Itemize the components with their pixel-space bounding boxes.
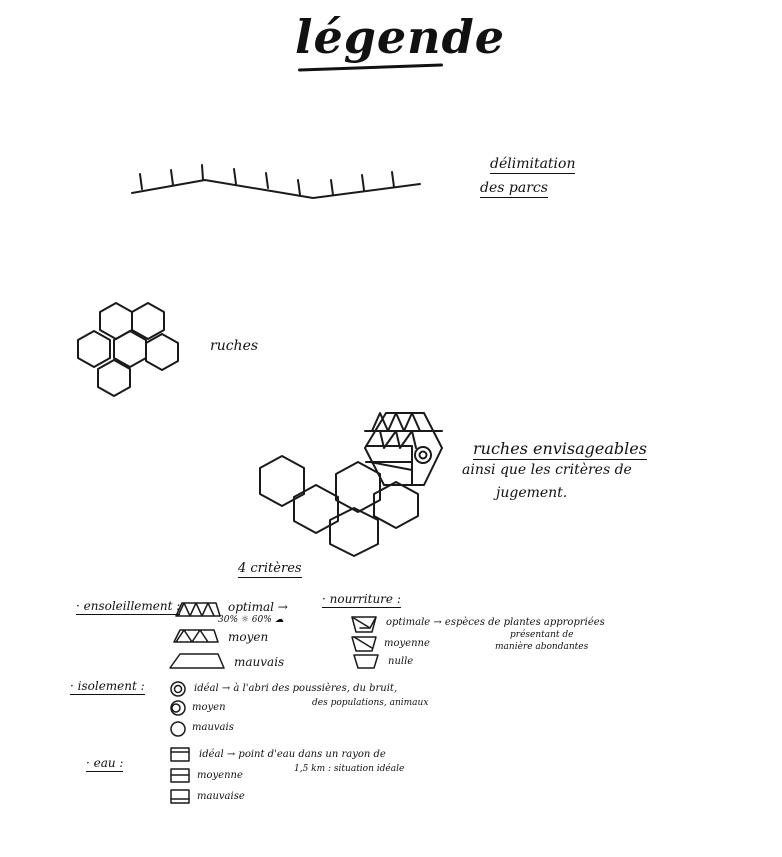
isolation-medium-label: moyen [192,702,226,713]
food-medium-label: moyenne [384,638,430,649]
sun-optimal-label: optimal → [228,600,288,614]
sun-optimal-note: 30% ☼ 60% ☁ [218,615,284,625]
isolation-ideal-icon [171,682,185,696]
isolation-bad-label: mauvais [192,722,234,733]
food-none-label: nulle [388,656,414,667]
possible-hives-line3: jugement. [496,485,568,501]
possible-hives-line2: ainsi que les critères de [462,462,632,478]
isolation-ideal-note: des populations, animaux [312,698,429,708]
food-medium-icon [352,637,376,651]
food-optimal-note-line1: présentant de [510,630,574,640]
sun-bad-icon [170,654,224,668]
sun-optimal-icon [176,603,220,616]
food-criterion-label: · nourriture : [322,592,401,606]
isolation-medium-icon [171,701,185,715]
possible-hives-symbol [260,413,442,556]
sun-criterion-label: · ensoleillement : [76,599,181,613]
isolation-criterion-label: · isolement : [70,679,145,693]
boundary-label-line2: des parcs [480,180,548,196]
possible-hives-line1: ruches envisageables [473,439,647,458]
food-none-icon [354,655,378,668]
hives-label: ruches [210,338,259,354]
water-medium-icon [171,769,189,782]
water-bad-icon [171,790,189,803]
legend-title: légende [295,10,506,64]
isolation-ideal-label: idéal → à l'abri des poussières, du bruit, [194,683,398,694]
food-optimal-icon [352,617,376,632]
sun-medium-label: moyen [228,630,269,644]
water-ideal-icon [171,748,189,761]
criteria-heading: 4 critères [238,561,302,576]
isolation-bad-icon [171,722,185,736]
park-boundary-symbol [132,165,420,198]
food-optimal-label: optimale → espèces de plantes appropriées [386,617,605,628]
food-optimal-note-line2: manière abondantes [495,642,589,652]
water-criterion-label: · eau : [86,756,124,770]
boundary-label-line1: délimitation [490,156,576,172]
water-ideal-note: 1,5 km : situation idéale [294,764,405,774]
water-ideal-label: idéal → point d'eau dans un rayon de [199,749,386,760]
sun-medium-icon [174,630,218,642]
water-medium-label: moyenne [197,770,243,781]
hive-cluster-symbol [78,303,178,396]
sun-bad-label: mauvais [234,655,285,669]
water-bad-label: mauvaise [197,791,245,802]
